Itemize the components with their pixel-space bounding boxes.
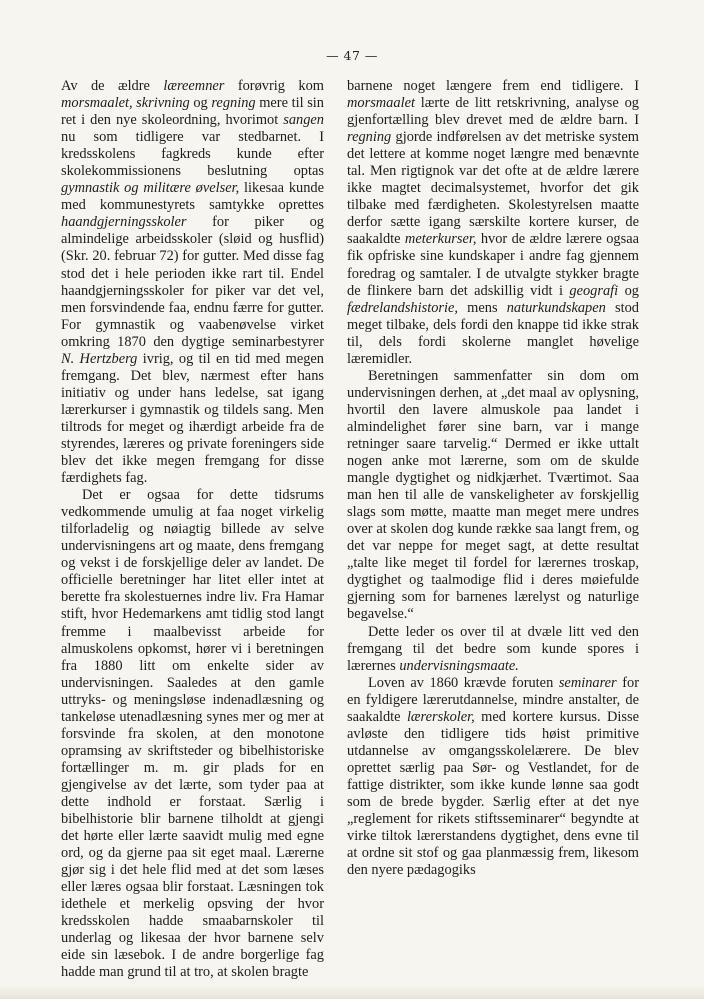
paragraph: Loven av 1860 krævde foruten seminarer for en fyldigere lærerutdannelse, mindre anstalter, de saakaldte lærerskoler, med kortere kursus. Disse avløste den tidligere tids høist primitive utdannelse av omgangsskolelærere. De blev oprettet særlig paa Sør- og Vestlandet, for de fattige distrikter, som ikke kunde lønne saa godt som de brede bygder. Særlig efter at det nye „reglement for rikets stiftsseminarer“ begyndte at virke tiltok lærerstandens dygtighet, dens evne til at ordne sit stof og gaa planmæssig frem, likesom den nyere pædagogiks — [347, 674, 639, 879]
italic-term: meterkurser, — [404, 231, 477, 248]
italic-term: haandgjerningsskoler — [61, 214, 187, 231]
italic-term: fædrelandshistorie, — [347, 299, 459, 316]
paragraph: Av de ældre læreemner forøvrig kom morsmaalet, skrivning og regning mere til sin ret i den nye skoleordning, hvorimot sangen nu som tidligere var stedbarnet. I kredsskolens fagkreds kunde efter skolekommissionens beslutning optas gymnastik og militære øvelser, likesaa kunde med kommunestyrets samtykke oprettes haandgjerningsskoler for piker og almindelige arbeidsskoler (sløid og husflid) (Skr. 20. februar 72) for gutter. Med disse fag stod det i hele perioden ikke rart til. Endel haandgjerningsskoler for piker var det vel, men forsvindende faa, endnu færre for gutter. For gymnastik og vaabenøvelse virket omkring 1870 den dygtige seminarbestyrer N. Hertzberg ivrig, og til en tid med megen fremgang. Det blev, nærmest efter hans initiativ og under hans ledelse, sat igang lærerkurser i gymnastik og tildels sang. Men tiltrods for meget og ihærdigt arbeide fra de styrendes, læreres og private foreningers side blev det ikke megen fremgang for disse færdighets fag. — [61, 78, 324, 487]
italic-term: geografi — [569, 282, 619, 299]
italic-term: N. Hertzberg — [61, 350, 138, 367]
italic-term: gymnastik og militære øvelser, — [61, 180, 240, 197]
italic-term: regning — [211, 95, 256, 112]
left-column — [61, 78, 324, 981]
paragraph: Det er ogsaa for dette tidsrums vedkommende umulig at faa noget virkelig tilforladelig og nøiagtig billede av selve undervisningens art og maate, dens fremgang og vekst i de forskjellige deler av landet. De officielle beretninger har litet eller intet at berette fra skolestuernes indre liv. Fra Hamar stift, hvor Hedemarkens amt tidlig stod langt fremme i maalbevisst arbeide for almuskolens opkomst, hører vi i beretningen fra 1880 litt om enkelte sider av undervisningen. Saaledes at den gamle uttryks- og meningsløse indenadlæsning og tankeløse utenadlæsning synes mer og mer at forsvinde fra skolen, at den monotone opramsing av skriftsteder og bibelhistoriske fortællinger m. m. gir plads for en gjengivelse av det lærte, som tyder paa at dette indhold er forstaat. Særlig i bibelhistorie blir barnene tilholdt at gjengi det hørte eller lærte saavidt mulig med egne ord, og da gjerne paa sit eget maal. Lærerne gjør sig i det hele flid med at det som læses eller læres ogsaa blir forstaat. Læsningen tok idethele et merkelig opsving der hvor kredsskolen hadde smaabarnskoler til underlag og likesaa der hvor barnene selv eide sin læsebok. I de andre borgerlige fag hadde man grund til at tro, at skolen bragte — [61, 487, 324, 981]
paragraph: Dette leder os over til at dvæle litt ved den fremgang til det bedre som kunde spores i lærernes undervisningsmaate. — [347, 623, 639, 674]
right-column — [347, 78, 639, 879]
paragraph: Beretningen sammenfatter sin dom om undervisningen derhen, at „det maal av oplysning, hvortil den lavere almuskole paa landet i almindelighet fører sine barn, var i mange retninger saare tarvelig.“ Dermed er ikke uttalt nogen anke mot lærerne, som om de skulde mangle dygtighet og nidkjærhet. Tværtimot. Saa man hen til alle de vanskeligheter av forskjellig slags som møtte, maatte man meget mere undres over at skolen dog kunde række saa langt frem, og det var neppe for meget sagt, at dette resultat „talte like meget til fordel for lærernes troskap, dygtighet og taalmodige flid i deres møiefulde gjerning som for barnenes lærelyst og naturlige begavelse.“ — [347, 367, 639, 623]
italic-term: seminarer — [558, 674, 617, 691]
italic-term: læreemner — [163, 78, 225, 94]
paragraph: barnene noget længere frem end tidligere. I morsmaalet lærte de litt retskrivning, analyse og gjenfortælling blev drevet med de ældre barn. I regning gjorde indførelsen av det metriske system det lettere at komme noget længre med benævnte tal. Men rigtignok var det ofte at de ældre lærere ikke magtet decimalsystemet, hvorfor det gik tilbake med færdigheten. Skolestyrelsen maatte derfor sætte igang særskilte kortere kurser, de saakaldte meterkurser, hvor de ældre lærere ogsaa fik opfriske sine kundskaper i andre fag gjennem foredrag og samtaler. I de utvalgte stykker bragte de flinkere barn det adskillig vidt i geografi og fædrelandshistorie, mens naturkundskapen stod meget tilbake, dels fordi den knappe tid ikke strak til, dels fordi skolerne manglet høvelige læremidler. — [347, 78, 639, 367]
italic-term: sangen — [283, 112, 324, 129]
page-bottom-edge — [0, 985, 704, 999]
italic-term: morsmaalet — [347, 95, 415, 112]
italic-term: regning — [347, 129, 392, 146]
italic-term: undervisningsmaate. — [399, 657, 519, 674]
italic-term: morsmaalet, skrivning — [61, 95, 190, 112]
italic-term: lærerskoler, — [406, 708, 475, 725]
italic-term: naturkundskapen — [506, 299, 606, 316]
page-number: — 47 — — [326, 48, 378, 63]
